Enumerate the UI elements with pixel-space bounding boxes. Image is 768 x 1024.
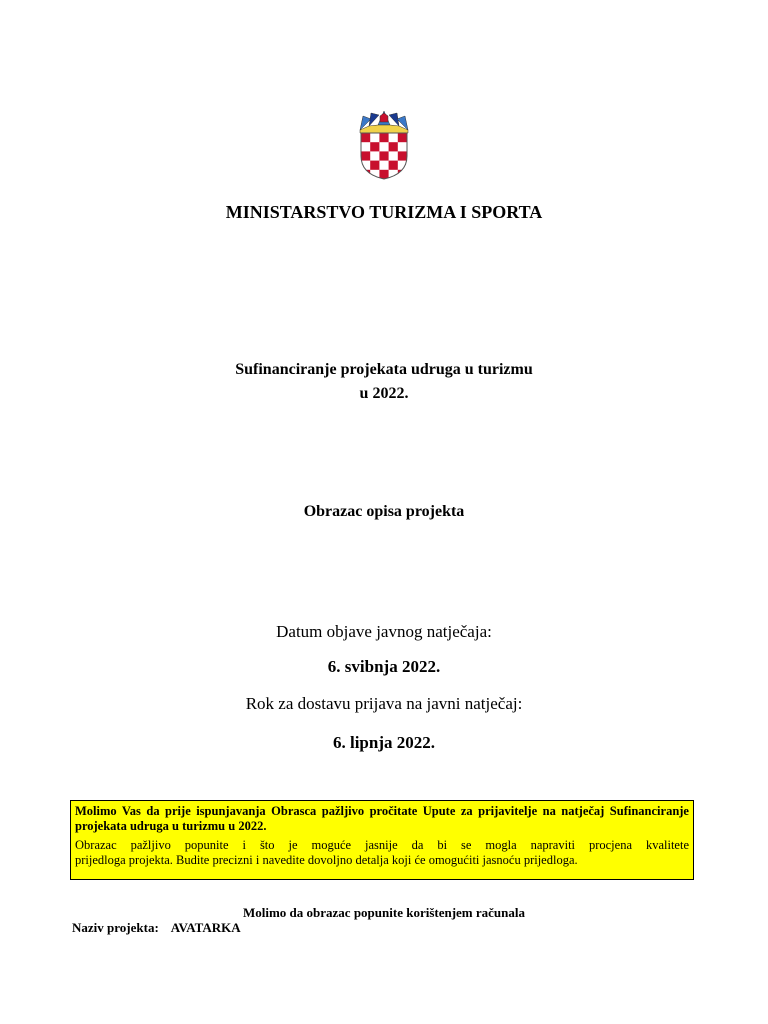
notice-text-line1: Obrazac pažljivo popunite i što je moguće jasnije da bi se mogla napraviti procjena kvalitete: [75, 838, 689, 852]
shield-red-square: [361, 151, 370, 160]
shield-red-square: [379, 133, 388, 142]
document-title-line2: u 2022.: [359, 385, 409, 402]
shield-red-square: [370, 142, 379, 151]
shield-red-square: [361, 133, 370, 142]
shield-red-square: [370, 161, 379, 170]
fill-instruction: Molimo da obrazac popunite korištenjem računala: [242, 905, 525, 920]
publication-date-label: Datum objave javnog natječaja:: [276, 622, 492, 641]
shield-red-square: [389, 161, 398, 170]
shield-red-square: [398, 151, 407, 160]
shield-red-square: [398, 170, 407, 179]
project-name-row: [72, 920, 241, 936]
notice-bold-text: Molimo Vas da prije ispunjavanja Obrasca pažljivo pročitate Upute za prijavitelje na natječaj Sufinanciranje projekata udruga u turizmu u 2022.: [75, 804, 689, 833]
deadline-label: Rok za dostavu prijava na javni natječaj:: [245, 694, 523, 713]
shield-red-square: [361, 170, 370, 179]
coat-of-arms-icon: [357, 110, 411, 180]
ministry-name: MINISTARSTVO TURIZMA I SPORTA: [225, 202, 543, 222]
shield-red-square: [379, 151, 388, 160]
publication-date: 6. svibnja 2022.: [327, 657, 441, 676]
project-name-label: Naziv projekta:: [72, 920, 159, 935]
shield-red-square: [379, 170, 388, 179]
instructions-notice-box: [70, 800, 694, 880]
notice-text-line2: prijedloga projekta. Budite precizni i navedite dovoljno detalja koji će omogućiti jasnoću prijedloga.: [75, 853, 578, 867]
shield-red-square: [389, 142, 398, 151]
shield-red-square: [398, 133, 407, 142]
project-name-value: AVATARKA: [170, 920, 241, 935]
shield-red-square: [370, 179, 379, 180]
form-name: Obrazac opisa projekta: [303, 503, 465, 520]
deadline-date: 6. lipnja 2022.: [332, 733, 436, 752]
shield-red-square: [389, 179, 398, 180]
document-title-line1: Sufinanciranje projekata udruga u turizmu: [235, 361, 533, 378]
